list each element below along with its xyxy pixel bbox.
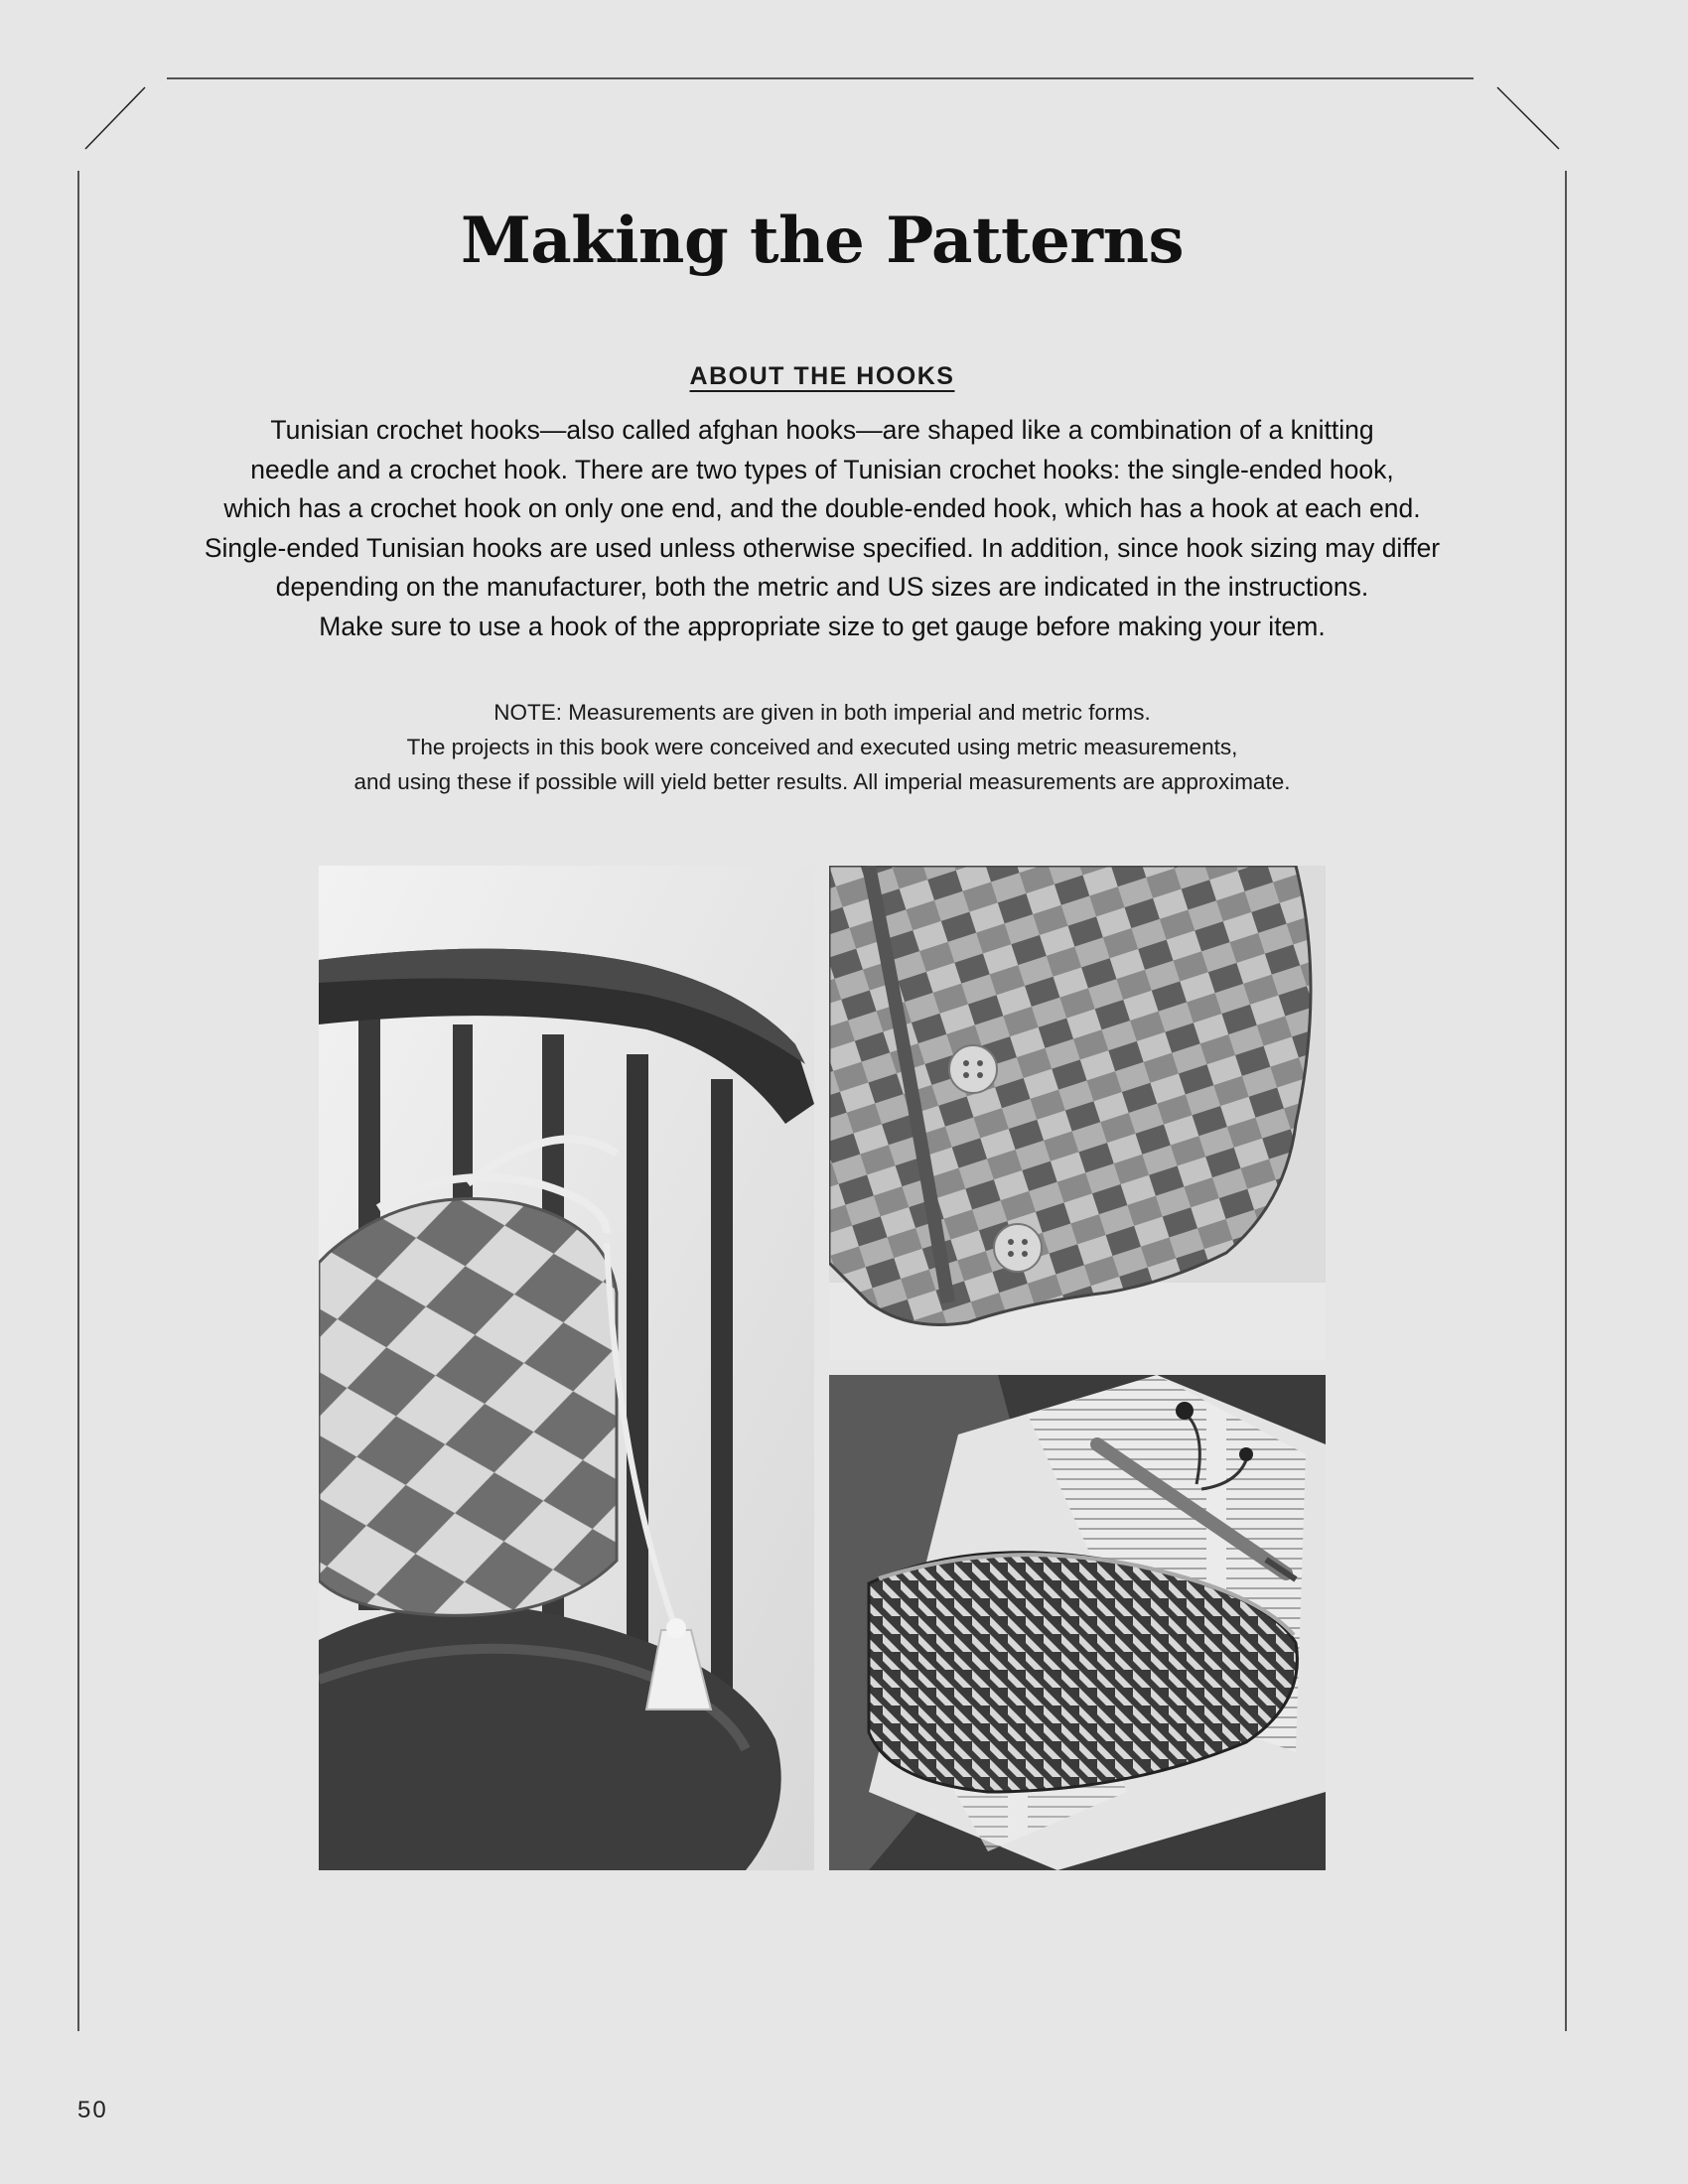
zip-pouch-photo <box>829 1375 1326 1870</box>
button-icon <box>949 1045 997 1093</box>
body-line: which has a crochet hook on only one end, and the double-ended hook, which has a hook at each end. <box>223 493 1421 523</box>
body-line: needle and a crochet hook. There are two types of Tunisian crochet hooks: the single-ended hook, <box>250 454 1394 484</box>
drawstring-bag-photo <box>319 866 814 1870</box>
page-title: Making the Patterns <box>460 204 1185 278</box>
note-line: NOTE: Measurements are given in both imperial and metric forms. <box>493 700 1151 725</box>
page-number: 50 <box>77 2097 108 2123</box>
body-line: depending on the manufacturer, both the metric and US sizes are indicated in the instructions. <box>275 572 1369 602</box>
body-line: Single-ended Tunisian hooks are used unless otherwise specified. In addition, since hook sizing may differ <box>204 532 1441 563</box>
section-heading: ABOUT THE HOOKS <box>689 362 955 390</box>
measurement-note <box>218 695 1426 799</box>
knit-mitt-photo <box>829 866 1326 1360</box>
body-line: Tunisian crochet hooks—also called afghan hooks—are shaped like a combination of a knitting <box>270 415 1374 445</box>
note-line: The projects in this book were conceived and executed using metric measurements, <box>406 735 1238 759</box>
note-line: and using these if possible will yield better results. All imperial measurements are approximate. <box>353 769 1291 794</box>
body-paragraph <box>179 411 1466 646</box>
body-line: Make sure to use a hook of the appropriate size to get gauge before making your item. <box>319 611 1326 641</box>
